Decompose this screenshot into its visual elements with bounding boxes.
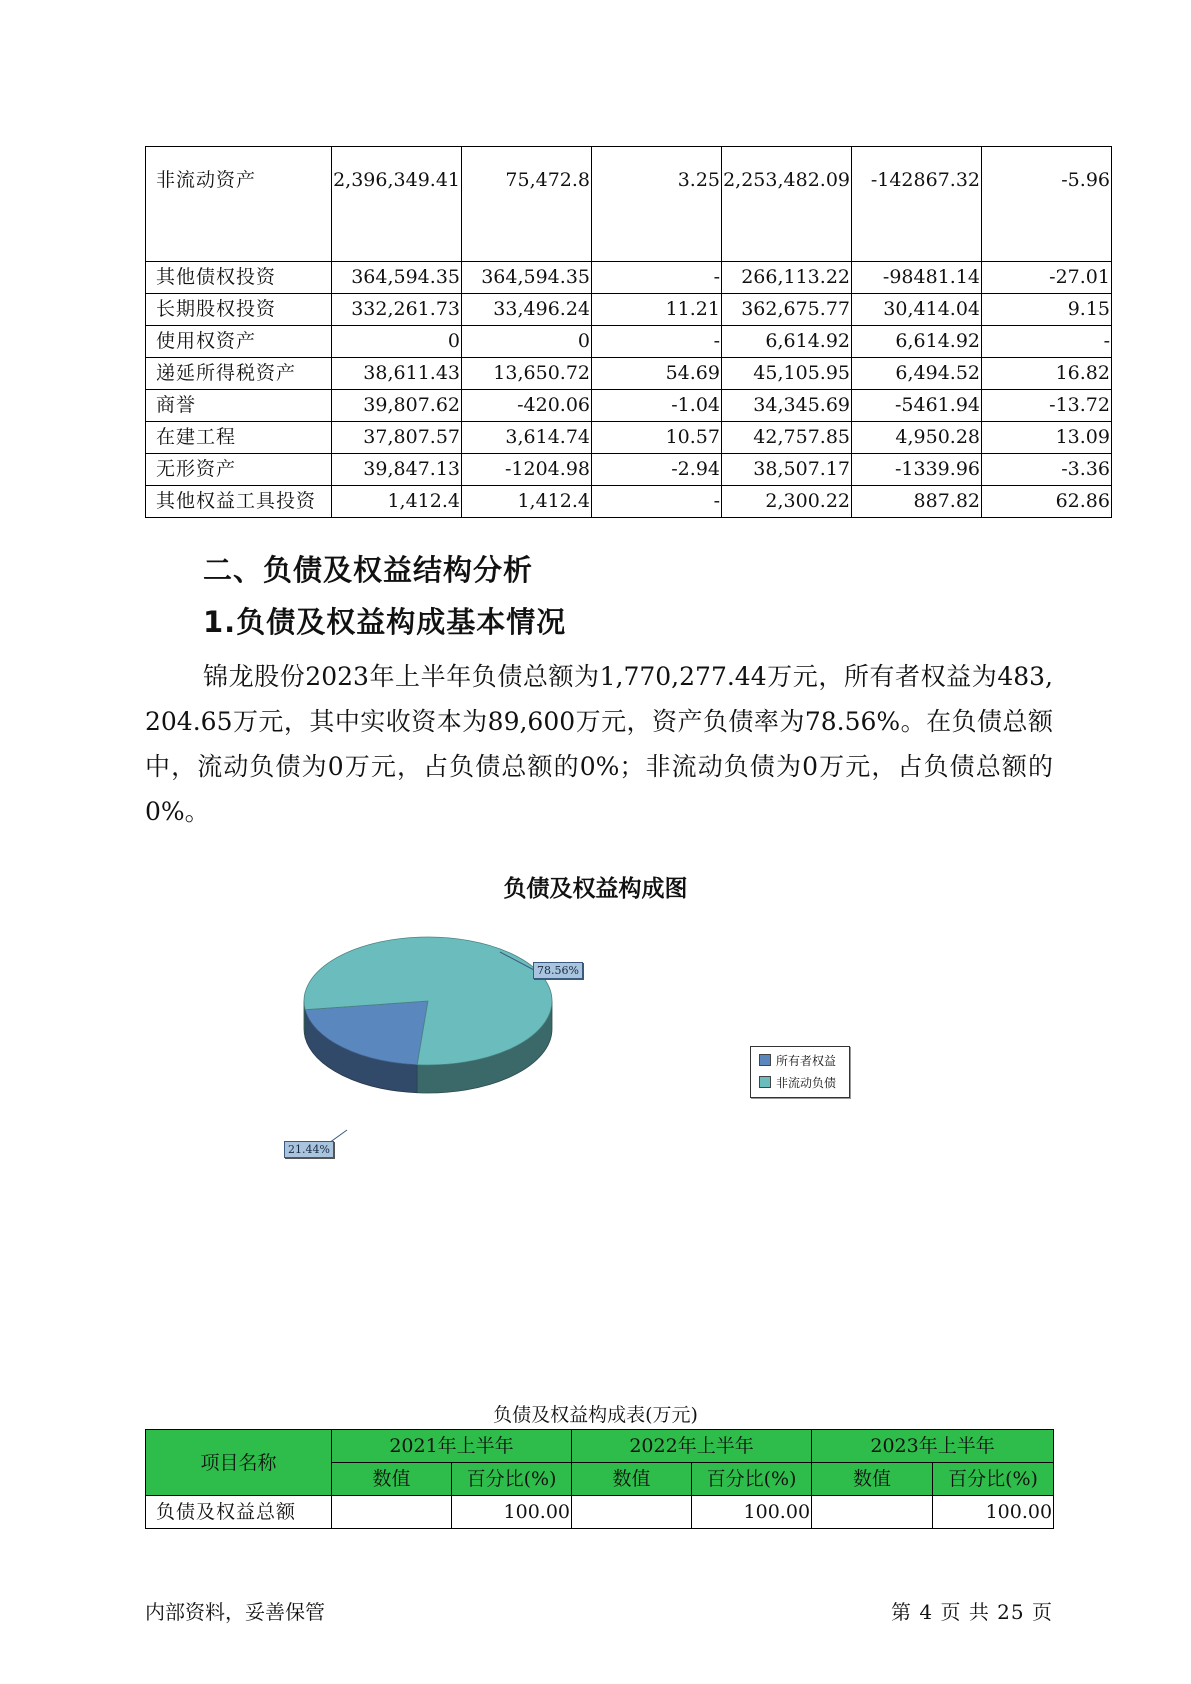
table-cell: 3.25 bbox=[592, 147, 722, 262]
data-label: 78.56% bbox=[533, 962, 583, 979]
row-name: 长期股权投资 bbox=[146, 294, 332, 326]
table-cell: -1.04 bbox=[592, 390, 722, 422]
header-year: 2022年上半年 bbox=[572, 1430, 812, 1463]
table-cell: 33,496.24 bbox=[462, 294, 592, 326]
table-cell: 3,614.74 bbox=[462, 422, 592, 454]
header-value: 数值 bbox=[572, 1463, 692, 1496]
legend-label: 所有者权益 bbox=[776, 1053, 837, 1068]
table-cell: -420.06 bbox=[462, 390, 592, 422]
cell-pct: 100.00 bbox=[452, 1496, 572, 1529]
table-cell: - bbox=[592, 262, 722, 294]
table-cell: 13.09 bbox=[982, 422, 1112, 454]
footer-page-number: 第 4 页 共 25 页 bbox=[891, 1600, 1053, 1624]
data-label: 21.44% bbox=[284, 1141, 334, 1158]
row-name: 商誉 bbox=[146, 390, 332, 422]
cell-value bbox=[572, 1496, 692, 1529]
table-cell: 1,412.4 bbox=[462, 486, 592, 518]
table-cell: 2,253,482.09 bbox=[722, 147, 852, 262]
table-cell: 266,113.22 bbox=[722, 262, 852, 294]
legend-item bbox=[759, 1073, 849, 1091]
structure-table bbox=[145, 1429, 1054, 1529]
table-cell: 6,614.92 bbox=[722, 326, 852, 358]
row-name: 负债及权益总额 bbox=[146, 1496, 332, 1529]
header-pct: 百分比(%) bbox=[452, 1463, 572, 1496]
row-name: 使用权资产 bbox=[146, 326, 332, 358]
table-cell: -3.36 bbox=[982, 454, 1112, 486]
header-value: 数值 bbox=[812, 1463, 933, 1496]
cell-value bbox=[332, 1496, 452, 1529]
table-cell: 4,950.28 bbox=[852, 422, 982, 454]
header-pct: 百分比(%) bbox=[692, 1463, 812, 1496]
row-name: 在建工程 bbox=[146, 422, 332, 454]
cell-pct: 100.00 bbox=[933, 1496, 1054, 1529]
table-cell: 38,507.17 bbox=[722, 454, 852, 486]
table-cell: 16.82 bbox=[982, 358, 1112, 390]
row-name: 其他权益工具投资 bbox=[146, 486, 332, 518]
header-year: 2023年上半年 bbox=[812, 1430, 1054, 1463]
footer-confidential: 内部资料，妥善保管 bbox=[145, 1600, 325, 1624]
section-heading: 二、负债及权益结构分析 bbox=[203, 553, 534, 587]
table-cell: 362,675.77 bbox=[722, 294, 852, 326]
cell-pct: 100.00 bbox=[692, 1496, 812, 1529]
row-name: 无形资产 bbox=[146, 454, 332, 486]
table-header-row bbox=[146, 1430, 1054, 1463]
table-cell: 54.69 bbox=[592, 358, 722, 390]
row-name: 递延所得税资产 bbox=[146, 358, 332, 390]
table-cell: 6,614.92 bbox=[852, 326, 982, 358]
table-cell: 1,412.4 bbox=[332, 486, 462, 518]
table-cell: 39,807.62 bbox=[332, 390, 462, 422]
table-cell: 364,594.35 bbox=[462, 262, 592, 294]
table-row bbox=[146, 1496, 1054, 1529]
row-name: 其他债权投资 bbox=[146, 262, 332, 294]
table-cell: -13.72 bbox=[982, 390, 1112, 422]
table-caption: 负债及权益构成表(万元) bbox=[493, 1404, 698, 1426]
table-cell: 6,494.52 bbox=[852, 358, 982, 390]
header-item-name: 项目名称 bbox=[146, 1430, 332, 1496]
table-cell: 332,261.73 bbox=[332, 294, 462, 326]
legend-swatch-equity bbox=[759, 1054, 771, 1066]
table-cell: -2.94 bbox=[592, 454, 722, 486]
table-cell: - bbox=[982, 326, 1112, 358]
legend-label: 非流动负债 bbox=[776, 1075, 837, 1090]
table-cell: - bbox=[592, 326, 722, 358]
row-name: 非流动资产 bbox=[146, 147, 332, 262]
table-cell: 39,847.13 bbox=[332, 454, 462, 486]
table-cell: -142867.32 bbox=[852, 147, 982, 262]
summary-paragraph: 锦龙股份2023年上半年负债总额为1,770,277.44万元，所有者权益为483,204.65万元，其中实收资本为89,600万元，资产负债率为78.56%。在负债总额中，流动负债为0万元，占负债总额的0%；非流动负债为0万元，占负债总额的0%。 bbox=[145, 662, 1053, 826]
table-cell: 30,414.04 bbox=[852, 294, 982, 326]
table-cell: 37,807.57 bbox=[332, 422, 462, 454]
table-cell: 34,345.69 bbox=[722, 390, 852, 422]
legend-item bbox=[759, 1051, 849, 1069]
table-cell: 10.57 bbox=[592, 422, 722, 454]
header-year: 2021年上半年 bbox=[332, 1430, 572, 1463]
table-cell: 13,650.72 bbox=[462, 358, 592, 390]
header-pct: 百分比(%) bbox=[933, 1463, 1054, 1496]
table-cell: 62.86 bbox=[982, 486, 1112, 518]
table-cell: -5461.94 bbox=[852, 390, 982, 422]
table-cell: -98481.14 bbox=[852, 262, 982, 294]
table-cell: -5.96 bbox=[982, 147, 1112, 262]
table-cell: 45,105.95 bbox=[722, 358, 852, 390]
table-cell: 364,594.35 bbox=[332, 262, 462, 294]
chart-title: 负债及权益构成图 bbox=[503, 876, 688, 902]
table-cell: 2,396,349.41 bbox=[332, 147, 462, 262]
table-cell: 38,611.43 bbox=[332, 358, 462, 390]
table-cell: 0 bbox=[462, 326, 592, 358]
table-cell: 887.82 bbox=[852, 486, 982, 518]
table-cell: 75,472.8 bbox=[462, 147, 592, 262]
table-cell: 9.15 bbox=[982, 294, 1112, 326]
table-cell: -1204.98 bbox=[462, 454, 592, 486]
table-cell: -1339.96 bbox=[852, 454, 982, 486]
section-subheading: 1.负债及权益构成基本情况 bbox=[203, 605, 567, 639]
cell-value bbox=[812, 1496, 933, 1529]
table-cell: 2,300.22 bbox=[722, 486, 852, 518]
legend-swatch-liability bbox=[759, 1076, 771, 1088]
table-cell: 0 bbox=[332, 326, 462, 358]
header-value: 数值 bbox=[332, 1463, 452, 1496]
table-cell: 11.21 bbox=[592, 294, 722, 326]
table-cell: - bbox=[592, 486, 722, 518]
table-cell: 42,757.85 bbox=[722, 422, 852, 454]
table-cell: -27.01 bbox=[982, 262, 1112, 294]
chart-legend bbox=[750, 1046, 850, 1098]
